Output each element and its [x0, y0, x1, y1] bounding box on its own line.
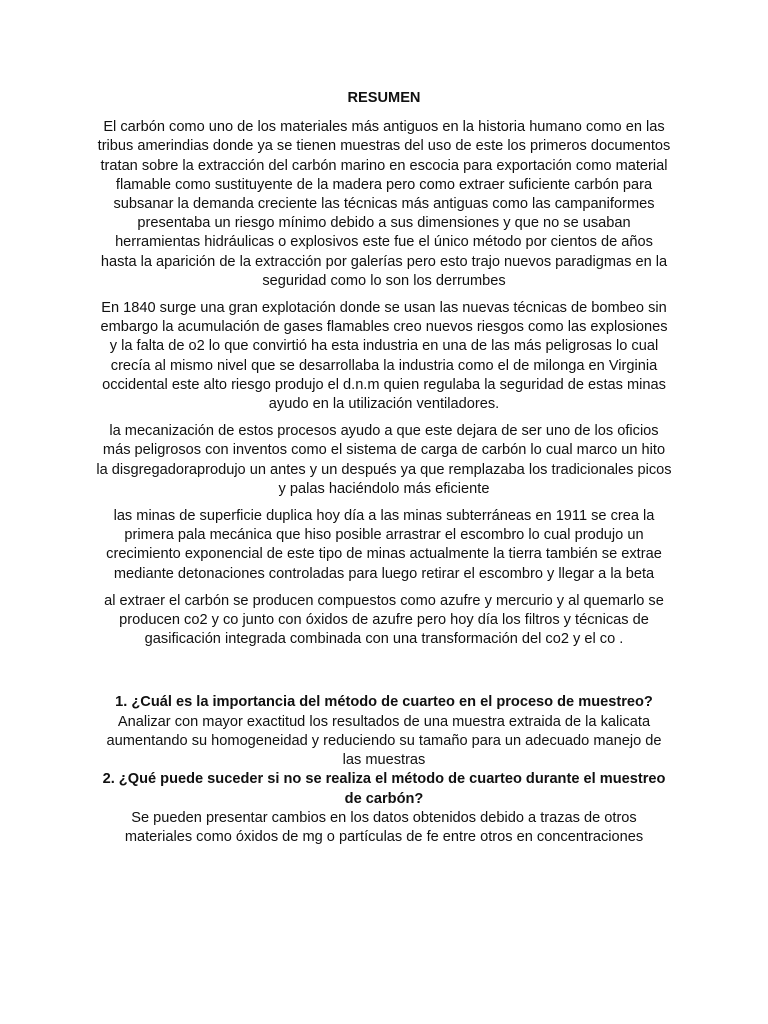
paragraph-history: El carbón como uno de los materiales más antiguos en la historia humano como en las tribus amerindias donde ya se tienen muestras del uso de este los primeros documentos tratan sobre la extracción del carbón marino en escocia para exportación como material flamable como sustituyente de la madera pero como extraer suficiente carbón para subsanar la demanda creciente las técnicas más antiguas como las campaniformes presentaba un riesgo mínimo debido a sus dimensiones y que no se usaban herramientas hidráulicas o explosivos este fue el único método por cientos de años hasta la aparición de la extracción por galerías pero esto trajo nuevos paradigmas en la seguridad como lo son los derrumbes — [97, 119, 671, 289]
answer-2: Se pueden presentar cambios en los datos obtenidos debido a trazas de otros materiales como óxidos de mg o partículas de fe entre otros en concentraciones — [124, 809, 644, 845]
document-title: RESUMEN — [347, 90, 421, 106]
section-spacer — [96, 657, 672, 693]
paragraph-1840: En 1840 surge una gran explotación donde se usan las nuevas técnicas de bombeo sin embargo la acumulación de gases flamables creo nuevos riesgos como las explosiones y la falta de o2 lo que convirtió ha esta industria en una de las más peligrosas lo cual crecía al mismo nivel que se desarrollaba la industria como el de milonga en Virginia occidental este alto riesgo produjo el d.n.m quien regulaba la seguridad de estas minas ayudo en la utilización ventiladores. — [100, 300, 668, 413]
question-2: 2. ¿Qué puede suceder si no se realiza el método de cuarteo durante el muestreo de carbón? — [102, 771, 666, 807]
paragraph-emissions: al extraer el carbón se producen compuestos como azufre y mercurio y al quemarlo se producen co2 y co junto con óxidos de azufre pero hoy día los filtros y técnicas de gasificación integrada combinada con una transformación del co2 y el co . — [104, 592, 664, 648]
answer-1: Analizar con mayor exactitud los resultados de una muestra extraida de la kalicata aumentando su homogeneidad y reduciendo su tamaño para un adecuado manejo de las muestras — [106, 713, 662, 769]
question-1: 1. ¿Cuál es la importancia del método de cuarteo en el proceso de muestreo? — [115, 694, 653, 711]
paragraph-mechanization: la mecanización de estos procesos ayudo a que este dejara de ser uno de los oficios más peligrosos con inventos como el sistema de carga de carbón lo cual marco un hito la disgregadoraprodujo un antes y un después ya que remplazaba los tradicionales picos y palas haciéndolo más eficiente — [96, 423, 672, 497]
document-body — [96, 89, 672, 847]
paragraph-surface-mines: las minas de superficie duplica hoy día a las minas subterráneas en 1911 se crea la primera pala mecánica que hiso posible arrastrar el escombro lo cual produjo un crecimiento exponencial de este tipo de minas actualmente la tierra también se extrae mediante detonaciones controladas para luego retirar el escombro y llegar a la beta — [106, 508, 662, 582]
